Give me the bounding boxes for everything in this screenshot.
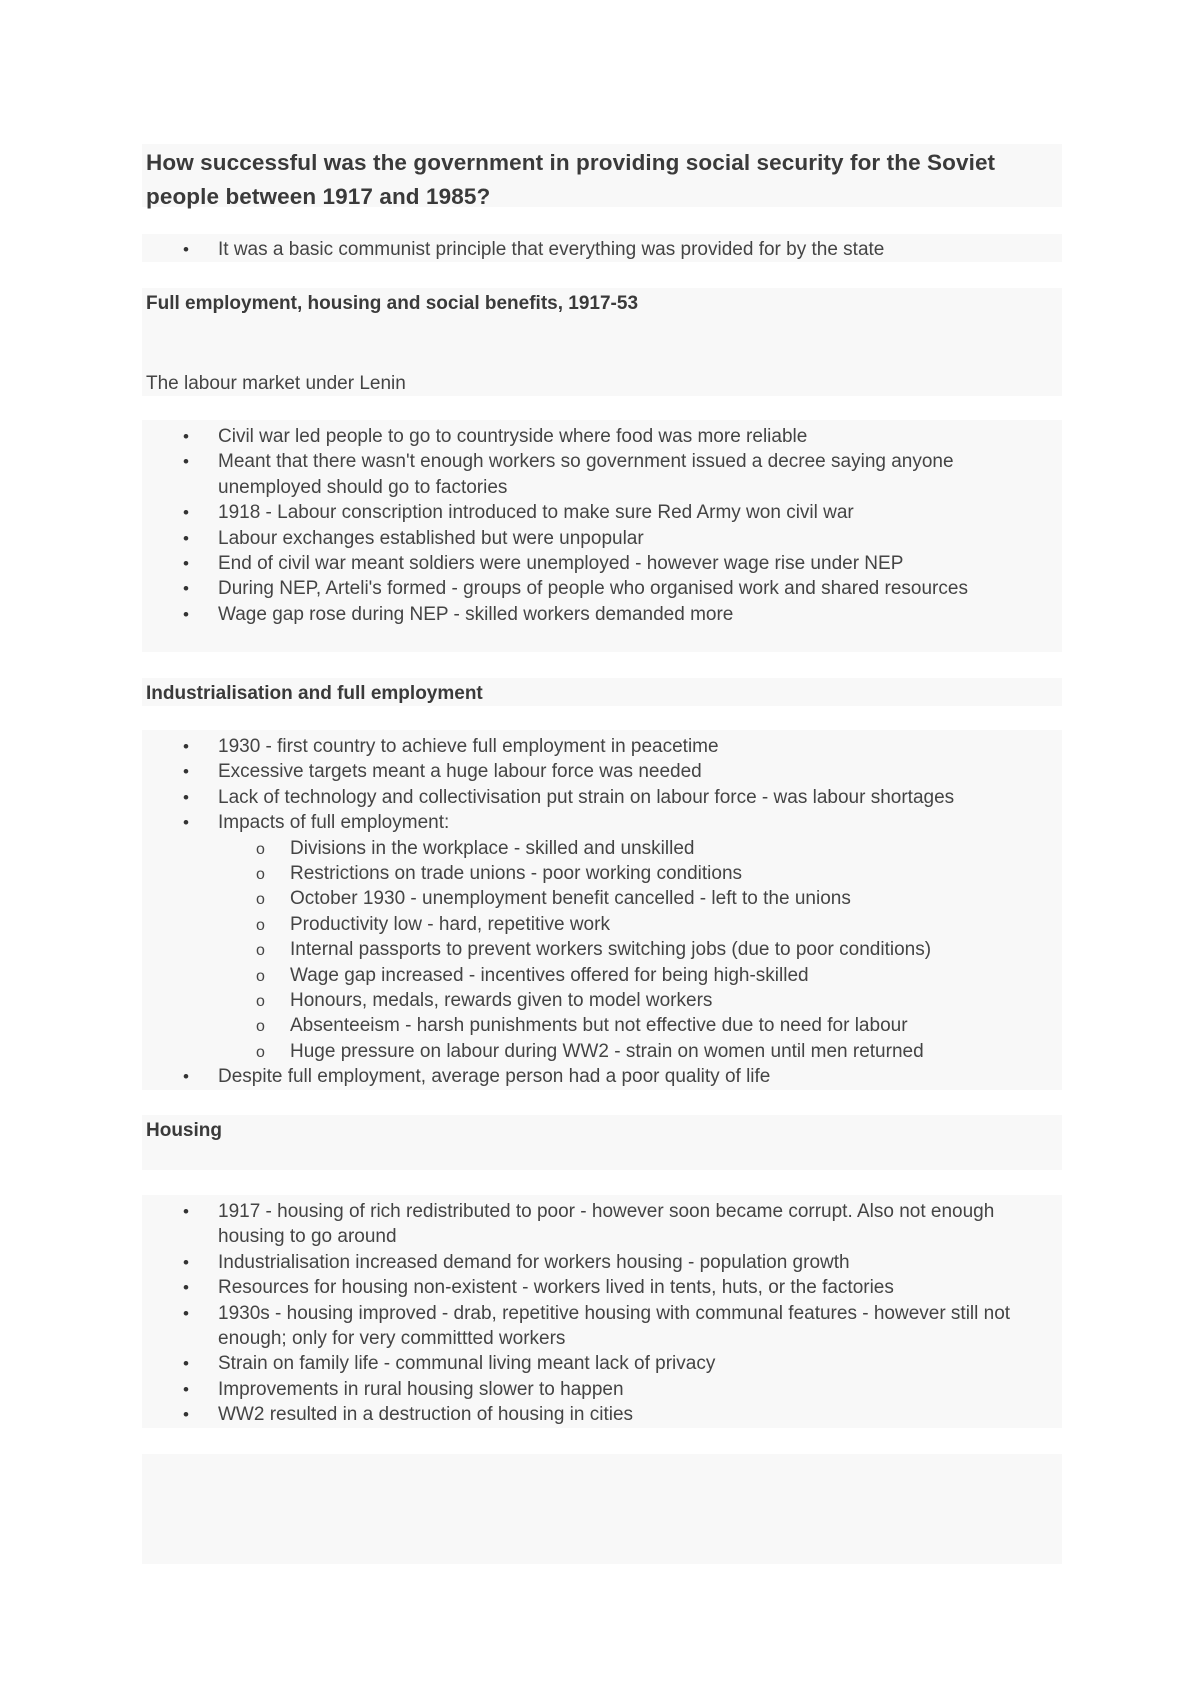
section2-list xyxy=(0,734,1058,1090)
sub-list-item: o Wage gap increased - incentives offered for being high-skilled xyxy=(218,963,1058,988)
list-item: • WW2 resulted in a destruction of housing in cities xyxy=(0,1402,1058,1427)
list-item: • End of civil war meant soldiers were unemployed - however wage rise under NEP xyxy=(0,551,1058,576)
list-item: • During NEP, Arteli's formed - groups of people who organised work and shared resources xyxy=(0,576,1058,601)
list-item: • Excessive targets meant a huge labour force was needed xyxy=(0,759,1058,784)
sub-list-item: o Divisions in the workplace - skilled and unskilled xyxy=(218,836,1058,861)
list-item: • Improvements in rural housing slower to happen xyxy=(0,1377,1058,1402)
list-item: • Civil war led people to go to countryside where food was more reliable xyxy=(0,424,1058,449)
section1-subheading: The labour market under Lenin xyxy=(146,373,406,394)
page-title: How successful was the government in providing social security for the Soviet people between 1917 and 1985? xyxy=(146,150,996,209)
list-item: • 1930s - housing improved - drab, repetitive housing with communal features - however still not enough; only for very committted workers xyxy=(0,1301,1058,1352)
section2-heading: Industrialisation and full employment xyxy=(146,683,483,704)
sub-list-item: o Honours, medals, rewards given to model workers xyxy=(218,988,1058,1013)
list-item: • 1917 - housing of rich redistributed to poor - however soon became corrupt. Also not enough housing to go around xyxy=(0,1199,1058,1250)
list-item xyxy=(0,810,1058,1064)
list-item: • Despite full employment, average person had a poor quality of life xyxy=(0,1064,1058,1089)
sub-list-item: o Restrictions on trade unions - poor working conditions xyxy=(218,861,1058,886)
list-item: • It was a basic communist principle that everything was provided for by the state xyxy=(0,237,1058,262)
section3-list xyxy=(0,1199,1058,1428)
section1-heading: Full employment, housing and social benefits, 1917-53 xyxy=(146,293,639,314)
sub-list-item: o Internal passports to prevent workers switching jobs (due to poor conditions) xyxy=(218,937,1058,962)
list-item: • Resources for housing non-existent - workers lived in tents, huts, or the factories xyxy=(0,1275,1058,1300)
list-item: • Labour exchanges established but were unpopular xyxy=(0,526,1058,551)
list-item: • Meant that there wasn't enough workers so government issued a decree saying anyone unemployed should go to factories xyxy=(0,449,1058,500)
sub-list-item: o Huge pressure on labour during WW2 - strain on women until men returned xyxy=(218,1039,1058,1064)
list-item: • Strain on family life - communal living meant lack of privacy xyxy=(0,1351,1058,1376)
empty-block xyxy=(142,1454,1062,1564)
sub-list xyxy=(218,836,1058,1065)
list-item-text: Impacts of full employment: xyxy=(218,812,450,834)
list-item: • Lack of technology and collectivisation put strain on labour force - was labour shortages xyxy=(0,785,1058,810)
list-item: • Wage gap rose during NEP - skilled workers demanded more xyxy=(0,602,1058,627)
sub-list-item: o October 1930 - unemployment benefit cancelled - left to the unions xyxy=(218,886,1058,911)
sub-list-item: o Productivity low - hard, repetitive work xyxy=(218,912,1058,937)
sub-list-item: o Absenteeism - harsh punishments but not effective due to need for labour xyxy=(218,1013,1058,1038)
section3-heading-block xyxy=(142,1115,1062,1170)
intro-list xyxy=(0,237,1058,262)
section1-list xyxy=(0,424,1058,627)
list-item: • 1918 - Labour conscription introduced to make sure Red Army won civil war xyxy=(0,500,1058,525)
list-item: • 1930 - first country to achieve full employment in peacetime xyxy=(0,734,1058,759)
section3-heading: Housing xyxy=(146,1120,222,1141)
list-item: • Industrialisation increased demand for workers housing - population growth xyxy=(0,1250,1058,1275)
